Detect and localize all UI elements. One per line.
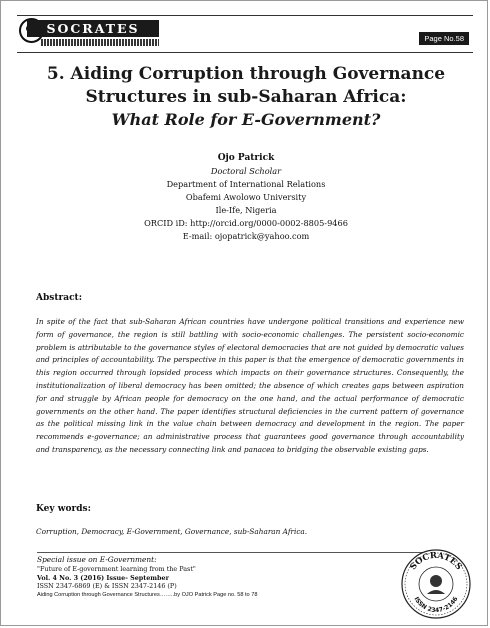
keywords-heading: Key words: [36, 504, 91, 514]
issue-title: "Future of E-government learning from the Past" [37, 565, 196, 573]
logo-text: SOCRATES [27, 20, 159, 37]
issn-info: ISSN 2347-6869 (E) & ISSN 2347-2146 (P) [37, 582, 177, 591]
page-footer [37, 552, 437, 599]
special-issue-label: Special issue on E-Government: [37, 555, 157, 564]
keywords-text: Corruption, Democracy, E-Government, Governance, sub-Saharan Africa. [36, 527, 308, 536]
socrates-logo [19, 18, 159, 48]
author-location: Ile-Ife, Nigeria [215, 205, 277, 215]
abstract-heading: Abstract: [36, 293, 83, 303]
logo-subtext-strip [41, 39, 159, 46]
journal-header [17, 15, 473, 53]
author-orcid-link[interactable]: ORCID iD: http://orcid.org/0000-0002-8805-9466 [144, 218, 348, 228]
author-role: Doctoral Scholar [210, 166, 282, 176]
author-email-link[interactable]: E-mail: ojopatrick@yahoo.com [182, 231, 310, 241]
volume-info: Vol. 4 No. 3 (2016) Issue- September [37, 573, 169, 582]
citation-line: Aiding Corruption through Governance Structures……..by OJO Patrick Page no. 58 to 78 [37, 591, 258, 598]
page-number-badge: Page No.58 [419, 32, 469, 45]
abstract-text: In spite of the fact that sub-Saharan African countries have undergone political transitions and experience new form of governance, the region is still battling with socio-economic challenges. The persistent socio-economic problem is attributable to the governance styles of electoral democracies that are not guided by democratic values and principles of accountability. The perspective in this paper is that the emergence of democratic governments in this region occurred through lopsided process which impacts on their governance structures. Consequently, the institutionalization of liberal democracy has been omitted; the absence of which creates gaps between aspiration for and struggle by African people for democracy on the one hand, and the actual performance of democratic governments on the other hand. The paper identifies structural deficiencies in the current pattern of governance as the political missing link in the value chain between democracy and development in the region. The paper recommends e-governance; an administrative process that guarantees good governance through accountability and transparency, as the necessary connecting link and panacea to bridging the observable existing gaps. [36, 317, 464, 454]
title-line-1: 5. Aiding Corruption through Governance [46, 64, 446, 84]
article-title [21, 63, 471, 109]
seal-text: SOCRATES [408, 550, 464, 573]
article-subtitle: What Role for E-Government? [111, 110, 381, 129]
seal-issn: ISSN 2347-2146 [412, 595, 460, 615]
author-department: Department of International Relations [166, 179, 326, 189]
author-university: Obafemi Awolowo University [185, 192, 307, 202]
author-block [21, 152, 471, 243]
socrates-seal-icon [400, 548, 472, 620]
author-name: Ojo Patrick [217, 153, 275, 163]
title-line-2: Structures in sub-Saharan Africa: [85, 87, 407, 107]
